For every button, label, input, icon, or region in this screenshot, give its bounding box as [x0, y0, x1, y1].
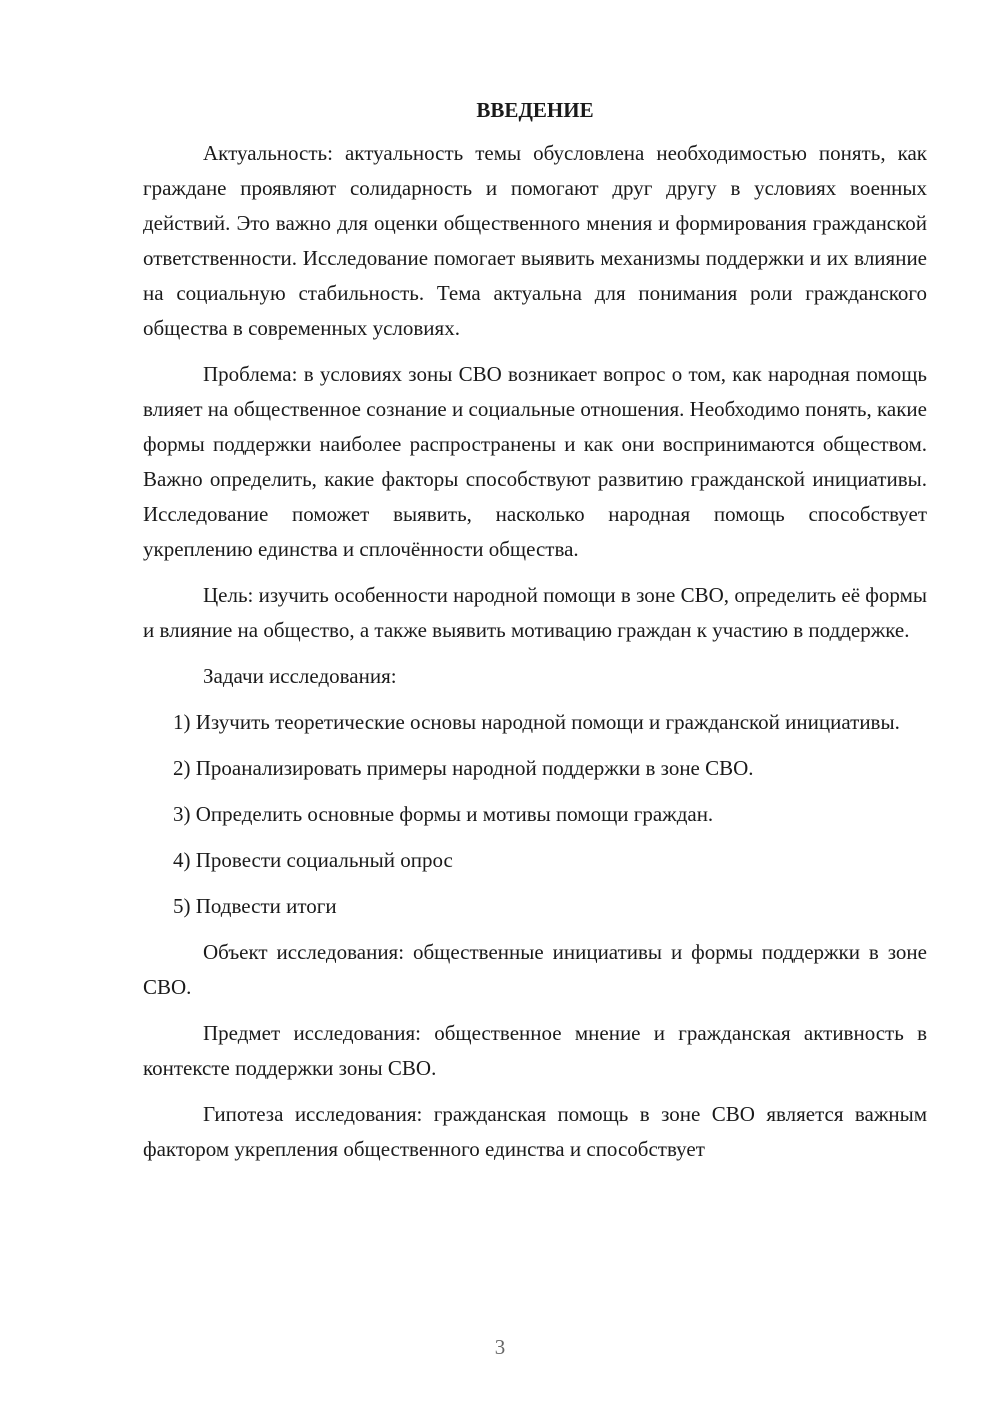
- paragraph-object: Объект исследования: общественные инициативы и формы поддержки в зоне СВО.: [143, 940, 927, 999]
- list-item: 5) Подвести итоги: [173, 894, 337, 918]
- paragraph-subject: Предмет исследования: общественное мнение и гражданская активность в контексте поддержки зоны СВО.: [143, 1021, 927, 1080]
- page-number: 3: [494, 1335, 506, 1359]
- tasks-heading: Задачи исследования:: [203, 664, 397, 688]
- list-item: 3) Определить основные формы и мотивы помощи граждан.: [173, 802, 714, 826]
- paragraph-goal: Цель: изучить особенности народной помощи в зоне СВО, определить её формы и влияние на общество, а также выявить мотивацию граждан к участию в поддержке.: [143, 583, 927, 642]
- paragraph-hypothesis: Гипотеза исследования: гражданская помощь в зоне СВО является важным фактором укрепления общественного единства и способствует: [143, 1102, 927, 1161]
- list-item: 4) Провести социальный опрос: [173, 848, 453, 872]
- list-item: 2) Проанализировать примеры народной поддержки в зоне СВО.: [173, 756, 754, 780]
- paragraph-problem: Проблема: в условиях зоны СВО возникает вопрос о том, как народная помощь влияет на общественное сознание и социальные отношения. Необходимо понять, какие формы поддержки наиболее распространены и как они воспринимаются обществом. Важно определить, какие факторы способствуют развитию гражданской инициативы. Исследование поможет выявить, насколько народная помощь способствует укреплению единства и сплочённости общества.: [143, 362, 927, 561]
- document-page: [143, 95, 927, 1178]
- paragraph-relevance: Актуальность: актуальность темы обусловлена необходимостью понять, как граждане проявляют солидарность и помогают друг другу в условиях военных действий. Это важно для оценки общественного мнения и формирования гражданской ответственности. Исследование помогает выявить механизмы поддержки и их влияние на социальную стабильность. Тема актуальна для понимания роли гражданского общества в современных условиях.: [143, 141, 927, 340]
- tasks-list: [143, 705, 927, 924]
- list-item: 1) Изучить теоретические основы народной помощи и гражданской инициативы.: [173, 710, 900, 734]
- page-title: ВВЕДЕНИЕ: [476, 98, 594, 122]
